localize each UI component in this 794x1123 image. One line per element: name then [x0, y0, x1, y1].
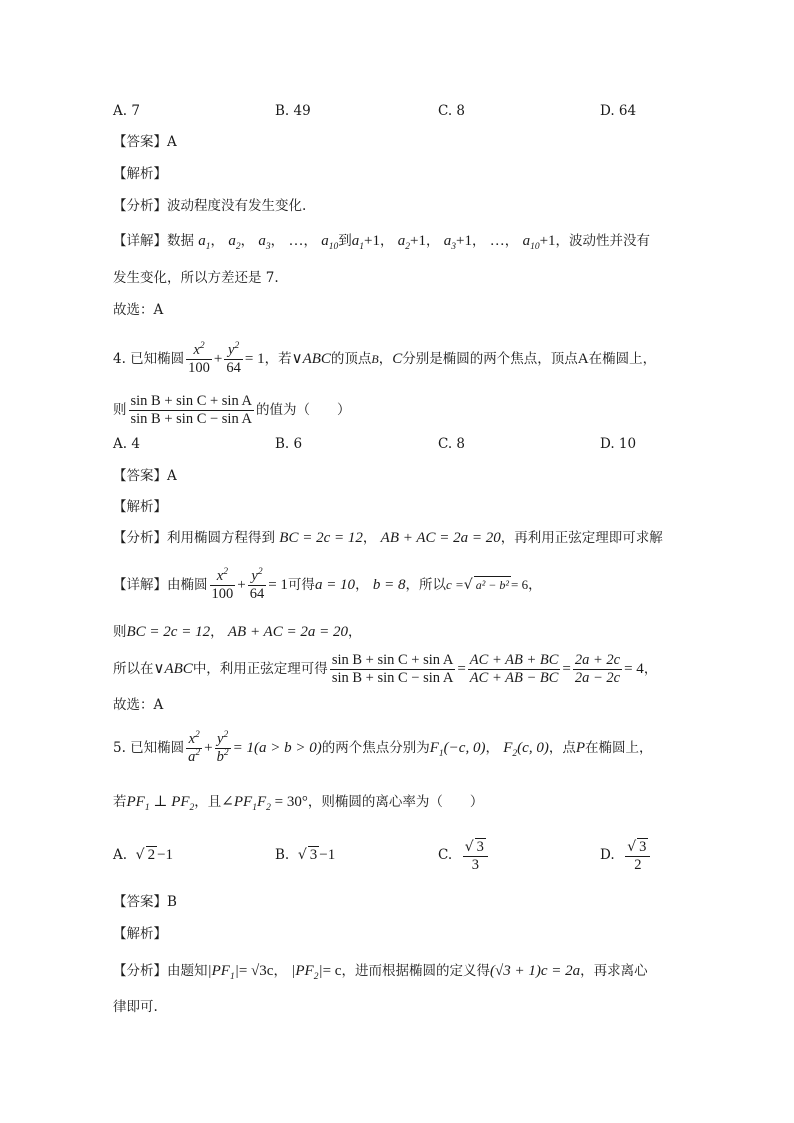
- detail-text: 数据: [167, 233, 194, 249]
- math-a1: $a_1$: [198, 233, 211, 252]
- q4-option-a: A. 4: [113, 436, 140, 452]
- radical-icon: √: [463, 577, 473, 593]
- detail-label: 【详解】: [113, 233, 167, 249]
- fenxi-label: 【分析】: [113, 530, 167, 546]
- fenxi-label: 【分析】: [113, 963, 167, 979]
- fraction-sin-ratio: $\frac{\text{sin B + sin C + sin A}}{\text{sin B + sin C − sin A}}$: [130, 393, 253, 427]
- fraction-2a2c: $\frac{2a + 2c}{2a - 2c}$: [574, 652, 621, 686]
- q4-detail-line: 【详解】由椭圆 $\frac{x^2}{100}$ + $\frac{y^2}{64}$ = 1可得a = 10， b = 8，所以c =√ a² − b² = 6，: [113, 567, 542, 602]
- q4-answer-line: [113, 466, 177, 486]
- answer-value: B: [167, 894, 177, 910]
- detail-text: ，波动性并没有: [555, 233, 651, 249]
- q4-stem-text: 4. 已知椭圆: [113, 351, 185, 367]
- q5-answer-line: [113, 892, 177, 912]
- q4-detail-line2: 则BC = 2c = 12， AB + AC = 2a = 20，: [113, 624, 362, 640]
- math-a3-plus: $a_3+1$: [443, 233, 472, 252]
- q3-option-d: D. 64: [600, 103, 637, 119]
- math-f1: $F_1(-c$, 0): [429, 740, 486, 759]
- q4-option-b: B. 6: [275, 436, 303, 452]
- q5-option-c: C. $\frac{√ 3}{3}$: [438, 835, 490, 875]
- q5-fenxi-line: 【分析】由题知$|PF_1|= √3c$， $|PF_2|= c$，进而根据椭圆的定义得(√3 + 1)c = 2a，再求离心: [113, 963, 648, 982]
- math-a10: $a_{10}$: [321, 233, 339, 252]
- math-bc: BC = 2c = 12: [279, 530, 363, 546]
- q5-stem-line1: 5. 已知椭圆 $\frac{x^2}{a^2}$ + $\frac{y^2}{b^2}$ = 1(a > b > 0)的两个焦点分别为$F_1(-c$, 0)， $F_2(c$, 0)，点P在椭圆上，: [113, 730, 653, 765]
- q4-detail-line3: 所以在∨ABC中，利用正弦定理可得 $\frac{\text{sin B + sin C + sin A}}{\text{sin B + sin C − sin A}}$ = $\frac{AC + AB + BC}{AC + AB - BC}$ = $\frac{2a + 2c}{2a - 2c}$ = 4，: [113, 652, 658, 686]
- answer-label: 【答案】: [113, 468, 167, 484]
- q3-conclusion: 故选：A: [113, 302, 164, 318]
- radical-icon: √: [135, 847, 145, 863]
- fraction-sqrt3-3: $\frac{√ 3}{3}$: [463, 838, 488, 874]
- fraction-y2-64: $\frac{y^2}{64}$: [249, 567, 265, 602]
- q4-option-d: D. 10: [600, 436, 637, 452]
- fraction-y2-64: $\frac{y^2}{64}$: [226, 341, 241, 376]
- math-a2: $a_2$: [228, 233, 241, 252]
- fraction-sqrt3-2: $\frac{√ 3}{2}$: [625, 838, 650, 874]
- q5-analysis-label: 【解析】: [113, 926, 167, 942]
- math-a1-plus: $a_1+1$: [351, 233, 380, 252]
- fenxi-label: 【分析】: [113, 198, 167, 214]
- detail-label: 【详解】: [113, 577, 167, 593]
- q4-option-c: C. 8: [438, 436, 466, 452]
- math-triangle-abc: ∨ABC: [291, 351, 331, 367]
- math-definition: (√3 + 1)c = 2a: [489, 963, 581, 979]
- q3-answer-line: [113, 132, 177, 152]
- math-abs-pf1: $|PF_1|= √3c$: [207, 963, 274, 982]
- answer-label: 【答案】: [113, 134, 167, 150]
- math-abs-pf2: $|PF_2|= c$: [291, 963, 342, 982]
- fraction-y2-b2: $\frac{y^2}{b^2}$: [216, 730, 229, 765]
- q5-fenxi-line2: 律即可.: [113, 999, 158, 1015]
- answer-value: A: [167, 468, 177, 484]
- q5-option-d: D. $\frac{√ 3}{2}$: [600, 835, 652, 875]
- q4-conclusion: 故选：A: [113, 697, 164, 713]
- answer-label: 【答案】: [113, 894, 167, 910]
- math-ab: AB + AC = 2a = 20: [380, 530, 501, 546]
- math-a2-plus: $a_2+1$: [397, 233, 426, 252]
- q3-analysis-label: 【解析】: [113, 166, 167, 182]
- q4-fenxi-line: 【分析】利用椭圆方程得到 BC = 2c = 12， AB + AC = 2a = 20，再利用正弦定理即可求解: [113, 530, 663, 546]
- math-a3: $a_3$: [258, 233, 271, 252]
- radical-icon: √: [627, 838, 637, 855]
- q3-detail-line: 【详解】数据 $a_1$， $a_2$， $a_3$， …， $a_{10}$到$a_1+1$， $a_2+1$， $a_3+1$， …， $a_{10}+1$，波动性并没有: [113, 233, 651, 252]
- radical-icon: √: [297, 847, 307, 863]
- fraction-x2-100: $\frac{x^2}{100}$: [188, 341, 210, 376]
- q3-option-b: B. 49: [275, 103, 311, 119]
- fraction-sin-ratio: $\frac{\text{sin B + sin C + sin A}}{\text{sin B + sin C − sin A}}$: [331, 652, 454, 686]
- detail-text: 到: [338, 233, 352, 249]
- math-f2: $F_2(c$, 0): [503, 740, 549, 759]
- math-ellipsis: …: [288, 233, 304, 249]
- fraction-side-ratio: $\frac{AC + AB + BC}{AC + AB - BC}$: [469, 652, 559, 686]
- q5-option-b: B. √ 3 −1: [275, 847, 336, 863]
- q4-stem-line1: 4. 已知椭圆 $\frac{x^2}{100}$ + $\frac{y^2}{64}$ = 1，若∨ABC的顶点B，C分别是椭圆的两个焦点，顶点A在椭圆上，: [113, 341, 657, 376]
- q4-analysis-label: 【解析】: [113, 499, 167, 515]
- answer-value: A: [167, 134, 177, 150]
- q3-fenxi-line: [113, 196, 306, 216]
- q3-option-a: A. 7: [113, 103, 140, 119]
- math-a10-plus: $a_{10}+1$: [522, 233, 556, 252]
- q5-stem-line2: 若$PF_1$ ⊥ $PF_2$，且$\angle PF_1F_2 = 30^\circ$，则椭圆的离心率为（ ）: [113, 794, 484, 813]
- fraction-x2-a2: $\frac{x^2}{a^2}$: [188, 730, 201, 765]
- q4-stem-line2: 则 $\frac{\text{sin B + sin C + sin A}}{\text{sin B + sin C − sin A}}$ 的值为（ ）: [113, 393, 351, 427]
- fraction-x2-100: $\frac{x^2}{100}$: [211, 567, 234, 602]
- radical-icon: √: [464, 838, 474, 855]
- q5-option-a: A. √ 2 −1: [113, 847, 174, 863]
- q3-option-c: C. 8: [438, 103, 466, 119]
- q3-detail-line2: 发生变化，所以方差还是 7.: [113, 270, 279, 286]
- fenxi-text: 波动程度没有发生变化.: [167, 198, 307, 214]
